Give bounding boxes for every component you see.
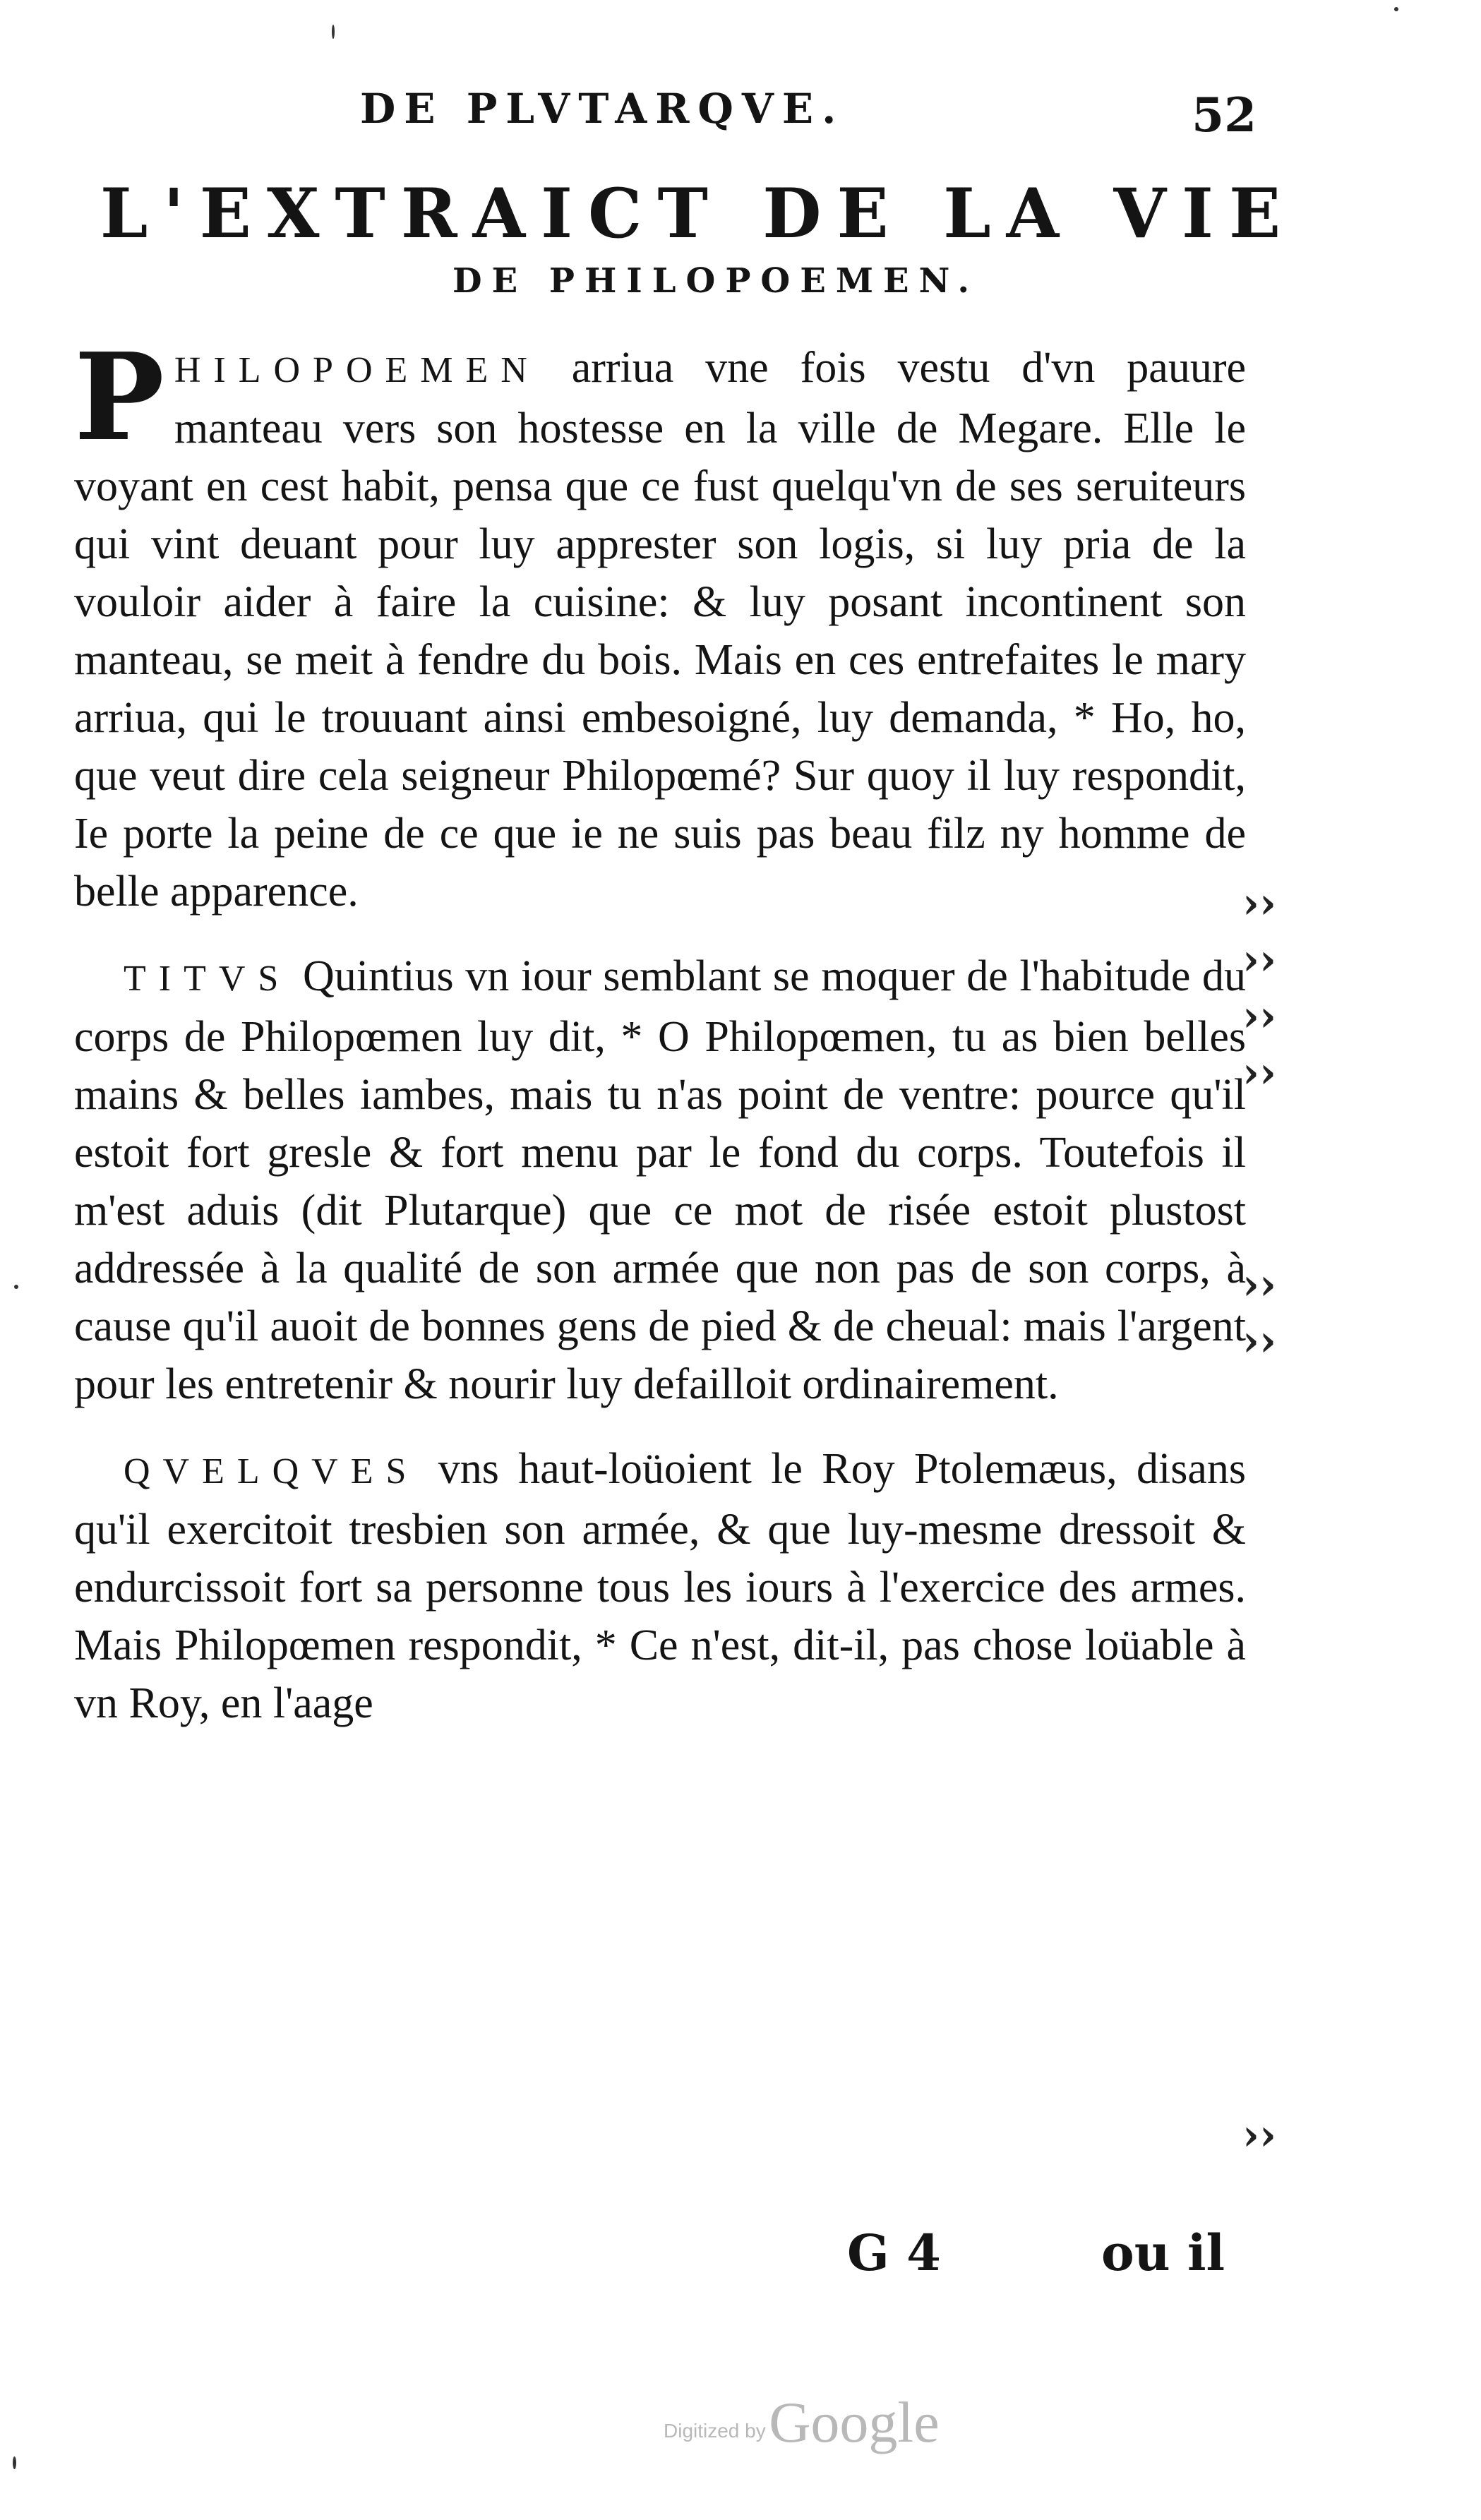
paragraph-text: arriua vne fois vestu d'vn pauure manteau vers son hostesse en la ville de Megare. Elle le voyant en cest habit, pensa que ce fust quelqu'vn de ses seruiteurs qui vint deuant pour luy apprester son logis, si luy pria de la vouloir aider à faire la cuisine: & luy posant incontinent son manteau, se meit à fendre du bois. Mais en ces entrefaites le mary arriua, qui le trouuant ainsi embesoigné, luy demanda, * Ho, ho, que veut dire cela seigneur Philopœmé? Sur quoy il luy respondit, Ie porte la peine de ce que ie ne suis pas beau filz ny homme de belle apparence. [74,344,1246,916]
paragraph-3 [74,1440,1246,1732]
watermark-prefix: Digitized by [664,2420,766,2442]
margin-quote-mark: ›› [1242,2111,1276,2160]
chapter-title [0,176,1481,301]
paragraph-lead: TITVS [124,959,292,999]
title-main: L'EXTRAICT DE LA VIE [100,174,1297,253]
paragraph-lead: QVELQVES [124,1451,419,1492]
running-head: DE PLVTARQVE. [360,85,845,133]
margin-quote-mark: ›› [1242,1260,1276,1309]
signature-mark: G 4 [847,2224,941,2282]
scan-speck [332,25,335,39]
paragraph-2 [74,947,1246,1413]
paragraph-1 [74,327,1246,920]
drop-cap: P [74,327,164,468]
margin-quote-mark: ›› [1242,1048,1276,1098]
scan-speck [14,1285,18,1289]
paragraph-text: vns haut-loüoient le Roy Ptolemæus, disans qu'il exercitoit tresbien son armée, & que luy-mesme dressoit & endurcissoit fort sa personne tous les iours à l'exercice des armes. Mais Philopœmen respondit, * Ce n'est, dit-il, pas chose loüable à vn Roy, en l'aage [74,1445,1246,1727]
title-subtitle: DE PHILOPOEMEN. [452,260,980,301]
paragraph-text: Quintius vn iour semblant se moquer de l'habitude du corps de Philopœmen luy dit, * O Philopœmen, tu as bien belles mains & belles iambes, mais tu n'as point de ventre: pource qu'il estoit fort gresle & fort menu par le fond du corps. Toutefois il m'est aduis (dit Plutarque) que ce mot de risée estoit plustost addressée à la qualité de son armée que non pas de son corps, à cause qu'il auoit de bonnes gens de pied & de cheual: mais l'argent pour les entretenir & nourir luy defailloit ordinairement. [74,952,1246,1408]
watermark-brand: Google [769,2390,940,2454]
digitized-watermark [664,2389,940,2456]
margin-quote-mark: ›› [1242,992,1276,1041]
page-number: 52 [1192,88,1257,143]
catchword: ou il [1101,2224,1225,2282]
page-header [339,85,1257,148]
body-text [74,327,1246,1759]
margin-quote-mark: ›› [1242,935,1276,985]
paragraph-lead: HILOPOEMEN [174,350,540,390]
margin-quote-mark: ›› [1242,1316,1276,1366]
scan-speck [13,2456,16,2469]
scan-speck [1394,7,1398,11]
margin-quote-mark: ›› [1242,879,1276,928]
